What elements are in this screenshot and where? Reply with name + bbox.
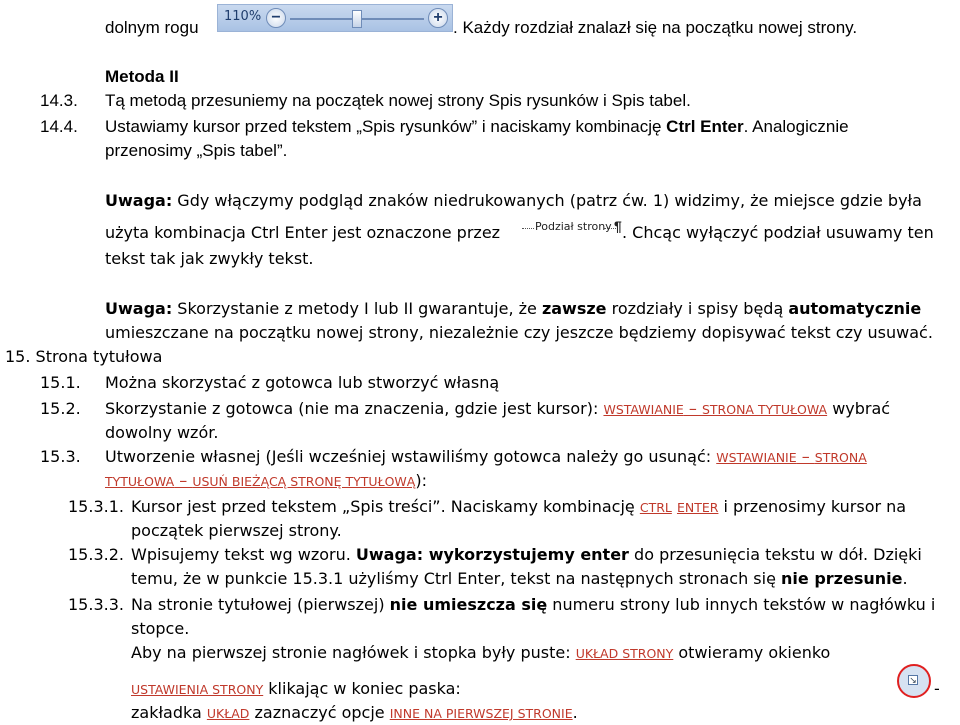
menu-ref: USUŃ BIEŻĄCĄ STRONĘ TYTUŁOWĄ: [192, 474, 416, 489]
text: dolnym rogu: [105, 18, 199, 37]
menu-ref: INNE NA PIERWSZEJ STRONIE: [389, 706, 573, 721]
list-item-text: Można skorzystać z gotowca lub stworzyć własną: [105, 373, 500, 392]
text: Ctrl Enter: [666, 117, 744, 136]
note-line: [105, 190, 922, 212]
text: Ustawiamy kursor przed tekstem „Spis rysunków” i naciskamy kombinację: [105, 117, 667, 136]
text: Skorzystanie z metody I lub II gwarantuje, że: [172, 299, 542, 318]
text: do przesunięcia tekstu w dół. Dzięki: [628, 545, 922, 564]
list-number: 14.3.: [40, 91, 78, 110]
text: Utworzenie własnej (Jeśli wcześniej wstawiliśmy gotowca należy go usunąć:: [105, 447, 717, 466]
text: Gdy włączymy podgląd znaków niedrukowanych (patrz ćw. 1) widzimy, że miejsce gdzie była: [172, 191, 922, 210]
key-ref: CTRL: [639, 500, 672, 515]
list-item-text: Tą metodą przesuniemy na początek nowej strony Spis rysunków i Spis tabel.: [105, 91, 691, 110]
menu-ref: STRONA: [814, 450, 867, 465]
note-label: Uwaga:: [105, 299, 173, 318]
page-break-marker: [522, 220, 622, 238]
text: Na stronie tytułowej (pierwszej): [131, 595, 390, 614]
zoom-percent: 110%: [224, 9, 262, 24]
page-break-text: Podział strony: [535, 220, 612, 233]
list-item-text: [131, 594, 935, 616]
note-line: [105, 222, 500, 244]
list-number: 15.3.1.: [68, 497, 124, 516]
text: otwieramy okienko: [673, 643, 831, 662]
section-heading: 15. Strona tytułowa: [5, 347, 163, 366]
text: .: [902, 569, 908, 588]
note-line: umieszczane na początku nowej strony, niezależnie czy jeszcze będziemy dopisywać tekst czy usuwać.: [105, 323, 933, 342]
list-item-text: [131, 544, 922, 566]
list-number: 15.2.: [40, 399, 81, 418]
list-item-text: przenosimy „Spis tabel”.: [105, 141, 288, 160]
menu-ref: USTAWIENIA STRONY: [131, 682, 264, 697]
text: . Każdy rozdział znalazł się na początku nowej strony.: [453, 18, 858, 37]
note-line: [105, 298, 921, 320]
menu-ref: WSTAWIANIE: [716, 450, 797, 465]
list-item-text: [131, 702, 578, 725]
menu-ref: WSTAWIANIE: [603, 402, 684, 417]
text: rozdziały i spisy będą: [606, 299, 789, 318]
list-item-text: [131, 678, 461, 701]
list-number: 15.3.: [40, 447, 81, 466]
text: wybrać: [827, 399, 891, 418]
key-ref: ENTER: [676, 500, 719, 515]
dotted-line: [522, 228, 534, 229]
text: –: [683, 399, 702, 418]
text: automatycznie: [788, 299, 922, 318]
menu-ref: STRONA TYTUŁOWA: [701, 402, 828, 417]
text: nie umieszcza się: [389, 595, 548, 614]
text: Uwaga: wykorzystujemy enter: [355, 545, 629, 564]
note-line: [622, 222, 934, 244]
list-item-text: [131, 496, 906, 519]
text: –: [796, 447, 815, 466]
text: użyta kombinacja Ctrl Enter jest oznaczone przez: [105, 223, 501, 242]
list-item-text: [105, 470, 427, 493]
list-number: 15.3.3.: [68, 595, 124, 614]
list-item-text: [131, 642, 830, 665]
text: -: [934, 679, 940, 698]
text: Wpisujemy tekst wg wzoru.: [131, 545, 356, 564]
text: zawsze: [541, 299, 607, 318]
menu-ref: UKŁAD STRONY: [575, 646, 674, 661]
list-item-text: [105, 398, 890, 421]
text: klikając w koniec paska:: [263, 679, 461, 698]
dialog-launcher-button[interactable]: [897, 664, 931, 698]
text: zakładka: [131, 703, 207, 722]
text: zaznaczyć opcje: [249, 703, 390, 722]
list-number: 15.3.2.: [68, 545, 124, 564]
text: numeru strony lub innych tekstów w nagłówku i: [547, 595, 936, 614]
dialog-launcher-icon: ↘: [909, 675, 917, 685]
zoom-out-icon[interactable]: −: [266, 8, 286, 28]
list-item-text: początek pierwszej strony.: [131, 521, 342, 540]
list-number: 15.1.: [40, 373, 81, 392]
text: Skorzystanie z gotowca (nie ma znaczenia, gdzie jest kursor):: [105, 399, 604, 418]
text: ):: [415, 471, 427, 490]
text: . Chcąc wyłączyć podział usuwamy ten: [622, 223, 934, 242]
list-number: 14.4.: [40, 117, 78, 136]
note-label: Uwaga:: [105, 191, 173, 210]
text: nie przesunie: [781, 569, 903, 588]
text: .: [572, 703, 578, 722]
text: . Analogicznie: [743, 117, 849, 136]
pilcrow-icon: ¶: [614, 218, 622, 234]
menu-ref: TYTUŁOWA: [105, 474, 175, 489]
list-item-text: [105, 116, 849, 138]
zoom-in-icon[interactable]: +: [428, 8, 448, 28]
list-item-text: [131, 568, 908, 590]
list-item-text: dowolny wzór.: [105, 423, 219, 442]
section-heading: Metoda II: [105, 67, 179, 86]
zoom-slider[interactable]: [217, 4, 453, 32]
text-line: [105, 17, 199, 39]
list-item-text: [105, 446, 867, 469]
text-line: [453, 17, 857, 39]
note-line: tekst tak jak zwykły tekst.: [105, 249, 314, 268]
menu-ref: UKŁAD: [206, 706, 250, 721]
list-item-text: stopce.: [131, 619, 190, 638]
text: –: [174, 471, 193, 490]
text: temu, że w punkcie 15.3.1 użyliśmy Ctrl Enter, tekst na następnych stronach się: [131, 569, 782, 588]
text: Kursor jest przed tekstem „Spis treści”. Naciskamy kombinację: [131, 497, 640, 516]
text: i przenosimy kursor na: [718, 497, 907, 516]
text: Aby na pierwszej stronie nagłówek i stopka były puste:: [131, 643, 576, 662]
zoom-thumb[interactable]: [352, 10, 362, 28]
